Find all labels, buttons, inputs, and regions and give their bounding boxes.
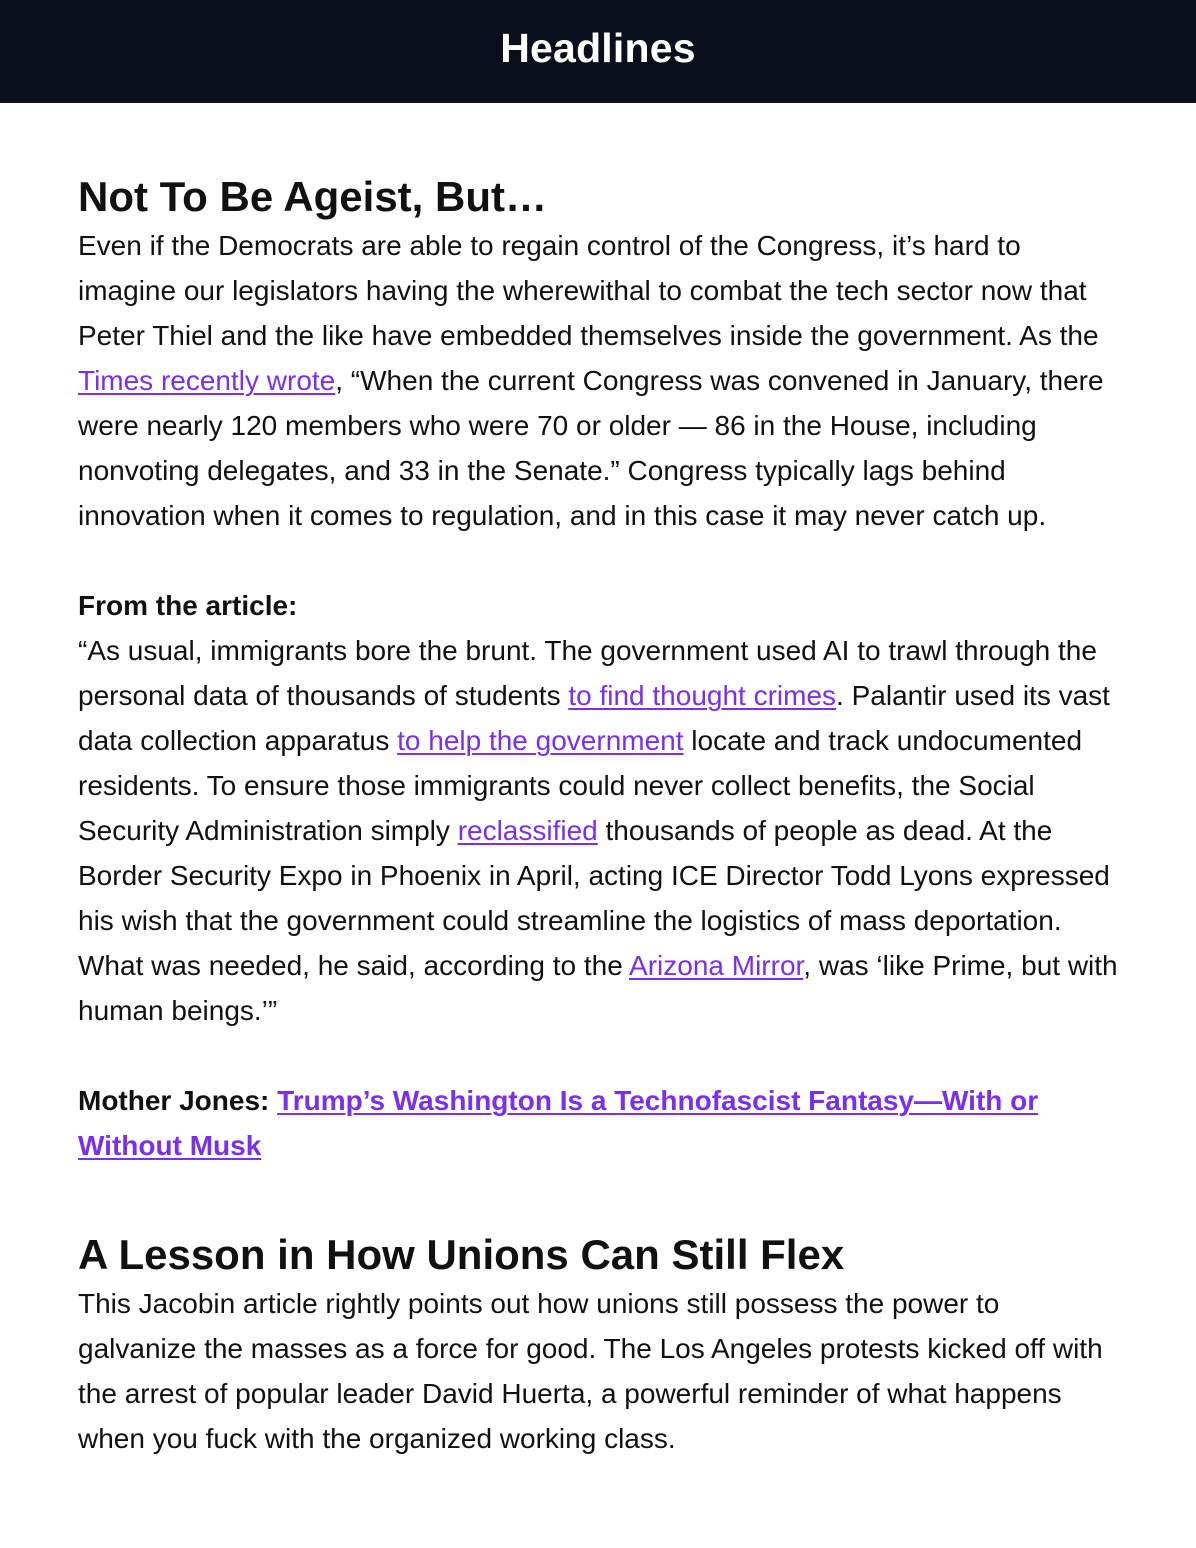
source-label: Mother Jones:	[78, 1085, 278, 1116]
page-title: Headlines	[500, 25, 696, 71]
header-bar	[0, 0, 1196, 103]
spacer	[78, 538, 1118, 583]
article-content	[0, 171, 1196, 1461]
source-line	[78, 1078, 1118, 1168]
times-link[interactable]: Times recently wrote	[78, 365, 336, 396]
quote-text-4: thousands of people as dead. At the Border Security Expo in Phoenix in April, acting ICE Director Todd Lyons expressed his wish that the government could streamline the logistics of mass deportation. What was needed, he said, according to the	[78, 815, 1110, 981]
section-title: A Lesson in How Unions Can Still Flex	[78, 1231, 845, 1278]
quote-text-5: , was ‘like Prime, but with human beings.’”	[78, 950, 1118, 1026]
section-unions	[78, 1229, 1118, 1461]
section-ageist	[78, 171, 1118, 1168]
reclassified-link[interactable]: reclassified	[457, 815, 598, 846]
arizona-mirror-link[interactable]: Arizona Mirror	[629, 950, 804, 981]
quote-paragraph	[78, 628, 1118, 1033]
thought-crimes-link[interactable]: to find thought crimes	[568, 680, 837, 711]
intro-paragraph	[78, 223, 1118, 538]
from-article-label: From the article:	[78, 590, 298, 621]
intro-text-2: , “When the current Congress was convened in January, there were nearly 120 members who were 70 or older — 86 in the House, including nonvoting delegates, and 33 in the Senate.” Congress typically lags behind innovation when it comes to regulation, and in this case it may never catch up.	[78, 365, 1104, 531]
section-title: Not To Be Ageist, But…	[78, 173, 547, 220]
mother-jones-article-link[interactable]: Trump’s Washington Is a Technofascist Fantasy—With or Without Musk	[78, 1085, 1039, 1161]
quote-text-1: “As usual, immigrants bore the brunt. The government used AI to trawl through the personal data of thousands of students	[78, 635, 1097, 711]
spacer	[78, 1033, 1118, 1078]
unions-paragraph: This Jacobin article rightly points out how unions still possess the power to galvanize the masses as a force for good. The Los Angeles protests kicked off with the arrest of popular leader David Huerta, a powerful reminder of what happens when you fuck with the organized working class.	[78, 1288, 1103, 1454]
help-government-link[interactable]: to help the government	[397, 725, 684, 756]
intro-text-1: Even if the Democrats are able to regain control of the Congress, it’s hard to imagine our legislators having the wherewithal to combat the tech sector now that Peter Thiel and the like have embedded themselves inside the government. As the	[78, 230, 1099, 351]
quote-text-2: . Palantir used its vast data collection apparatus	[78, 680, 1110, 756]
quote-text-3: locate and track undocumented residents. To ensure those immigrants could never collect benefits, the Social Security Administration simply	[78, 725, 1083, 846]
